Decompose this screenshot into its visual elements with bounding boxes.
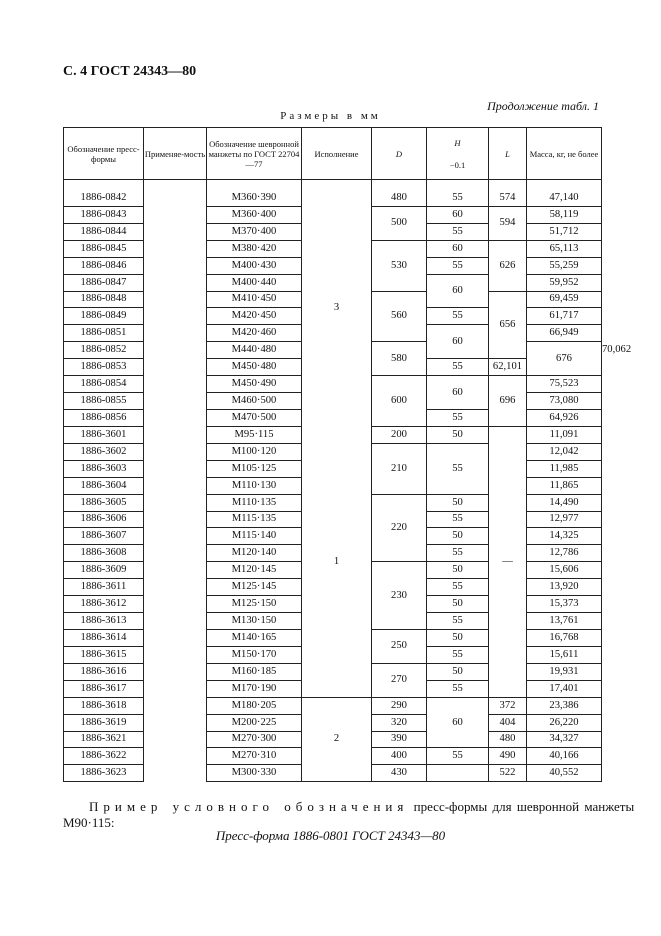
cell-application: [144, 206, 207, 223]
cell-application: [144, 240, 207, 257]
cell-designation: 1886-0852: [64, 342, 144, 359]
cell-mass: 40,166: [527, 748, 602, 765]
cell-h: 55: [427, 511, 489, 528]
cell-designation: 1886-0844: [64, 223, 144, 240]
cell-mass: 47,140: [527, 190, 602, 206]
cell-mass: 11,865: [527, 477, 602, 494]
cell-cuff: М360·400: [207, 206, 302, 223]
cell-application: [144, 342, 207, 359]
cell-mass: 64,926: [527, 409, 602, 426]
cell-mass: 73,080: [527, 393, 602, 410]
cell-mass: 13,920: [527, 579, 602, 596]
cell-h: 50: [427, 596, 489, 613]
cell-application: [144, 308, 207, 325]
cell-designation: 1886-3618: [64, 697, 144, 714]
cell-designation: 1886-3615: [64, 646, 144, 663]
cell-mass: 34,327: [527, 731, 602, 748]
cell-cuff: М400·430: [207, 257, 302, 274]
cell-cuff: М300·330: [207, 765, 302, 782]
cell-d: 250: [372, 629, 427, 663]
cell-cuff: М450·490: [207, 376, 302, 393]
cell-cuff: М200·225: [207, 714, 302, 731]
cell-mass: 61,717: [527, 308, 602, 325]
cell-h: [427, 765, 489, 782]
cell-h: 55: [427, 579, 489, 596]
header-variant: Исполнение: [302, 128, 372, 180]
cell-application: [144, 697, 207, 714]
cell-d: 290: [372, 697, 427, 714]
cell-l: 594: [489, 206, 527, 240]
cell-d: 230: [372, 562, 427, 630]
spacer-row: [64, 180, 602, 191]
cell-mass: 15,606: [527, 562, 602, 579]
cell-cuff: М420·460: [207, 325, 302, 342]
cell-application: [144, 393, 207, 410]
cell-mass: 16,768: [527, 629, 602, 646]
cell-designation: 1886-0847: [64, 274, 144, 291]
cell-application: [144, 511, 207, 528]
cell-l: 490: [489, 748, 527, 765]
cell-designation: 1886-0854: [64, 376, 144, 393]
cell-designation: 1886-0845: [64, 240, 144, 257]
dimensions-caption: Размеры в мм: [280, 110, 381, 122]
cell-cuff: М470·500: [207, 409, 302, 426]
cell-d: 270: [372, 663, 427, 697]
cell-mass: 11,985: [527, 460, 602, 477]
header-l-symbol: L: [505, 148, 510, 159]
cell-d: 560: [372, 291, 427, 342]
cell-h: 55: [427, 308, 489, 325]
cell-mass: 66,949: [527, 325, 602, 342]
cell-cuff: М120·145: [207, 562, 302, 579]
cell-application: [144, 765, 207, 782]
cell-application: [144, 731, 207, 748]
cell-d: 320: [372, 714, 427, 731]
cell-mass: 15,611: [527, 646, 602, 663]
cell-h: 55: [427, 613, 489, 630]
cell-designation: 1886-3612: [64, 596, 144, 613]
cell-mass: 26,220: [527, 714, 602, 731]
cell-cuff: М170·190: [207, 680, 302, 697]
cell-application: [144, 409, 207, 426]
cell-h: 50: [427, 663, 489, 680]
cell-h: 60: [427, 325, 489, 359]
cell-d: 200: [372, 426, 427, 443]
cell-h: 50: [427, 629, 489, 646]
cell-cuff: М115·135: [207, 511, 302, 528]
table-continuation-note: Продолжение табл. 1: [487, 99, 599, 113]
cell-designation: 1886-3605: [64, 494, 144, 511]
cell-mass: 62,101: [489, 359, 527, 376]
cell-l: 404: [489, 714, 527, 731]
cell-application: [144, 325, 207, 342]
example-paragraph: [89, 799, 634, 815]
cell-mass: 51,712: [527, 223, 602, 240]
cell-cuff: М420·450: [207, 308, 302, 325]
example-lead: Пример условного обозначения: [89, 799, 409, 814]
cell-mass: 58,119: [527, 206, 602, 223]
cell-cuff: М460·500: [207, 393, 302, 410]
cell-cuff: М450·480: [207, 359, 302, 376]
cell-d: 530: [372, 240, 427, 291]
cell-cuff: М270·310: [207, 748, 302, 765]
header-h-symbol: H: [454, 137, 461, 148]
cell-l: 676: [527, 342, 602, 376]
cell-designation: 1886-0851: [64, 325, 144, 342]
cell-application: [144, 579, 207, 596]
header-d-symbol: D: [395, 148, 403, 159]
cell-mass: 13,761: [527, 613, 602, 630]
cell-designation: 1886-3603: [64, 460, 144, 477]
header-application: Применяе-мость: [144, 128, 207, 180]
cell-designation: 1886-0849: [64, 308, 144, 325]
cell-designation: 1886-3601: [64, 426, 144, 443]
cell-designation: 1886-3622: [64, 748, 144, 765]
cell-mass: 65,113: [527, 240, 602, 257]
cell-d: 600: [372, 376, 427, 427]
table-row: 1886-0852 М440·480 580 676 70,062: [64, 342, 602, 359]
cell-cuff: М95·115: [207, 426, 302, 443]
cell-application: [144, 223, 207, 240]
cell-variant: 3: [302, 190, 372, 426]
cell-application: [144, 680, 207, 697]
cell-d: 430: [372, 765, 427, 782]
cell-designation: 1886-0856: [64, 409, 144, 426]
cell-designation: 1886-3623: [64, 765, 144, 782]
cell-cuff: М360·390: [207, 190, 302, 206]
cell-l: —: [489, 426, 527, 697]
cell-cuff: М100·120: [207, 443, 302, 460]
cell-designation: 1886-0853: [64, 359, 144, 376]
cell-designation: 1886-0848: [64, 291, 144, 308]
cell-cuff: М370·400: [207, 223, 302, 240]
cell-designation: 1886-3617: [64, 680, 144, 697]
cell-application: [144, 376, 207, 393]
cell-cuff: М440·480: [207, 342, 302, 359]
cell-cuff: М140·165: [207, 629, 302, 646]
cell-h: 55: [427, 223, 489, 240]
cell-d: 500: [372, 206, 427, 240]
table-header-row: [64, 128, 602, 180]
header-l: [489, 128, 527, 180]
cell-h: 50: [427, 426, 489, 443]
cell-l: 522: [489, 765, 527, 782]
table-row: [64, 426, 602, 443]
cell-mass: 59,952: [527, 274, 602, 291]
cell-d: 220: [372, 494, 427, 562]
cell-application: [144, 629, 207, 646]
cell-cuff: М180·205: [207, 697, 302, 714]
cell-designation: 1886-3621: [64, 731, 144, 748]
cell-h: 50: [427, 562, 489, 579]
cell-cuff: М110·135: [207, 494, 302, 511]
cell-h: 50: [427, 528, 489, 545]
header-cuff: Обозначение шевронной манжеты по ГОСТ 22704—77: [207, 128, 302, 180]
cell-d: 210: [372, 443, 427, 494]
cell-cuff: М270·300: [207, 731, 302, 748]
cell-designation: 1886-3611: [64, 579, 144, 596]
cell-designation: 1886-3604: [64, 477, 144, 494]
cell-l: 372: [489, 697, 527, 714]
cell-h: 55: [427, 443, 489, 494]
cell-cuff: М400·440: [207, 274, 302, 291]
cell-cuff: М105·125: [207, 460, 302, 477]
cell-h: 60: [427, 274, 489, 308]
cell-h: 55: [427, 748, 489, 765]
cell-application: [144, 613, 207, 630]
cell-application: [144, 562, 207, 579]
cell-application: [144, 714, 207, 731]
cell-mass: 14,490: [527, 494, 602, 511]
cell-mass: 12,786: [527, 545, 602, 562]
cell-h: 55: [427, 680, 489, 697]
cell-mass: 23,386: [527, 697, 602, 714]
cell-cuff: М115·140: [207, 528, 302, 545]
cell-cuff: М130·150: [207, 613, 302, 630]
cell-cuff: М125·145: [207, 579, 302, 596]
cell-designation: 1886-3608: [64, 545, 144, 562]
cell-mass: 14,325: [527, 528, 602, 545]
table-row: [64, 697, 602, 714]
page-header: С. 4 ГОСТ 24343—80: [63, 64, 197, 79]
cell-h: 60: [427, 376, 489, 410]
cell-h: 50: [427, 494, 489, 511]
cell-h: 55: [427, 409, 489, 426]
cell-designation: 1886-3613: [64, 613, 144, 630]
cell-h: 60: [427, 206, 489, 223]
cell-cuff: М125·150: [207, 596, 302, 613]
cell-application: [144, 663, 207, 680]
cell-variant: 2: [302, 697, 372, 782]
cell-mass: 55,259: [527, 257, 602, 274]
header-designation: Обозначение пресс-формы: [64, 128, 144, 180]
cell-l: 574: [489, 190, 527, 206]
header-d: [372, 128, 427, 180]
cell-application: [144, 426, 207, 443]
example-cuff: М90·115:: [63, 815, 115, 830]
cell-h: 55: [427, 257, 489, 274]
cell-cuff: М410·450: [207, 291, 302, 308]
cell-l: 480: [489, 731, 527, 748]
cell-application: [144, 477, 207, 494]
cell-mass: 17,401: [527, 680, 602, 697]
cell-application: [144, 494, 207, 511]
cell-designation: 1886-0846: [64, 257, 144, 274]
cell-application: [144, 748, 207, 765]
header-h: [427, 128, 489, 180]
cell-designation: 1886-3607: [64, 528, 144, 545]
cell-designation: 1886-3602: [64, 443, 144, 460]
cell-h: 60: [427, 240, 489, 257]
cell-application: [144, 359, 207, 376]
cell-mass: 40,552: [527, 765, 602, 782]
cell-application: [144, 646, 207, 663]
cell-mass: 11,091: [527, 426, 602, 443]
cell-variant: 1: [302, 426, 372, 697]
cell-mass: 12,977: [527, 511, 602, 528]
cell-application: [144, 528, 207, 545]
cell-designation: 1886-0855: [64, 393, 144, 410]
cell-mass: 19,931: [527, 663, 602, 680]
cell-mass: 15,373: [527, 596, 602, 613]
cell-h: 55: [427, 190, 489, 206]
cell-l: 656: [489, 291, 527, 359]
specification-table: [63, 127, 632, 782]
cell-designation: 1886-3609: [64, 562, 144, 579]
cell-l: 626: [489, 240, 527, 291]
cell-designation: 1886-3614: [64, 629, 144, 646]
cell-mass: 12,042: [527, 443, 602, 460]
cell-mass: 69,459: [527, 291, 602, 308]
cell-d: 400: [372, 748, 427, 765]
cell-cuff: М380·420: [207, 240, 302, 257]
header-mass: Масса, кг, не более: [527, 128, 602, 180]
cell-l: 696: [489, 376, 527, 427]
cell-cuff: М120·140: [207, 545, 302, 562]
cell-d: 580: [372, 342, 427, 376]
cell-application: [144, 545, 207, 562]
table-row: [64, 190, 602, 206]
cell-d: 390: [372, 731, 427, 748]
cell-cuff: М110·130: [207, 477, 302, 494]
cell-application: [144, 190, 207, 206]
cell-mass: 75,523: [527, 376, 602, 393]
cell-application: [144, 291, 207, 308]
cell-application: [144, 257, 207, 274]
cell-h: 60: [427, 697, 489, 748]
cell-h: 55: [427, 646, 489, 663]
example-designation: Пресс-форма 1886-0801 ГОСТ 24343—80: [215, 828, 446, 843]
cell-designation: 1886-0843: [64, 206, 144, 223]
example-text: пресс-формы для шевронной манжеты: [413, 799, 635, 814]
cell-designation: 1886-3606: [64, 511, 144, 528]
cell-designation: 1886-3616: [64, 663, 144, 680]
cell-application: [144, 596, 207, 613]
cell-designation: 1886-3619: [64, 714, 144, 731]
cell-application: [144, 443, 207, 460]
cell-d: 480: [372, 190, 427, 206]
cell-h: 55: [427, 545, 489, 562]
header-h-tolerance: −0.1: [449, 159, 466, 170]
cell-h: 55: [427, 359, 489, 376]
cell-cuff: М150·170: [207, 646, 302, 663]
cell-designation: 1886-0842: [64, 190, 144, 206]
cell-application: [144, 460, 207, 477]
cell-application: [144, 274, 207, 291]
cell-cuff: М160·185: [207, 663, 302, 680]
